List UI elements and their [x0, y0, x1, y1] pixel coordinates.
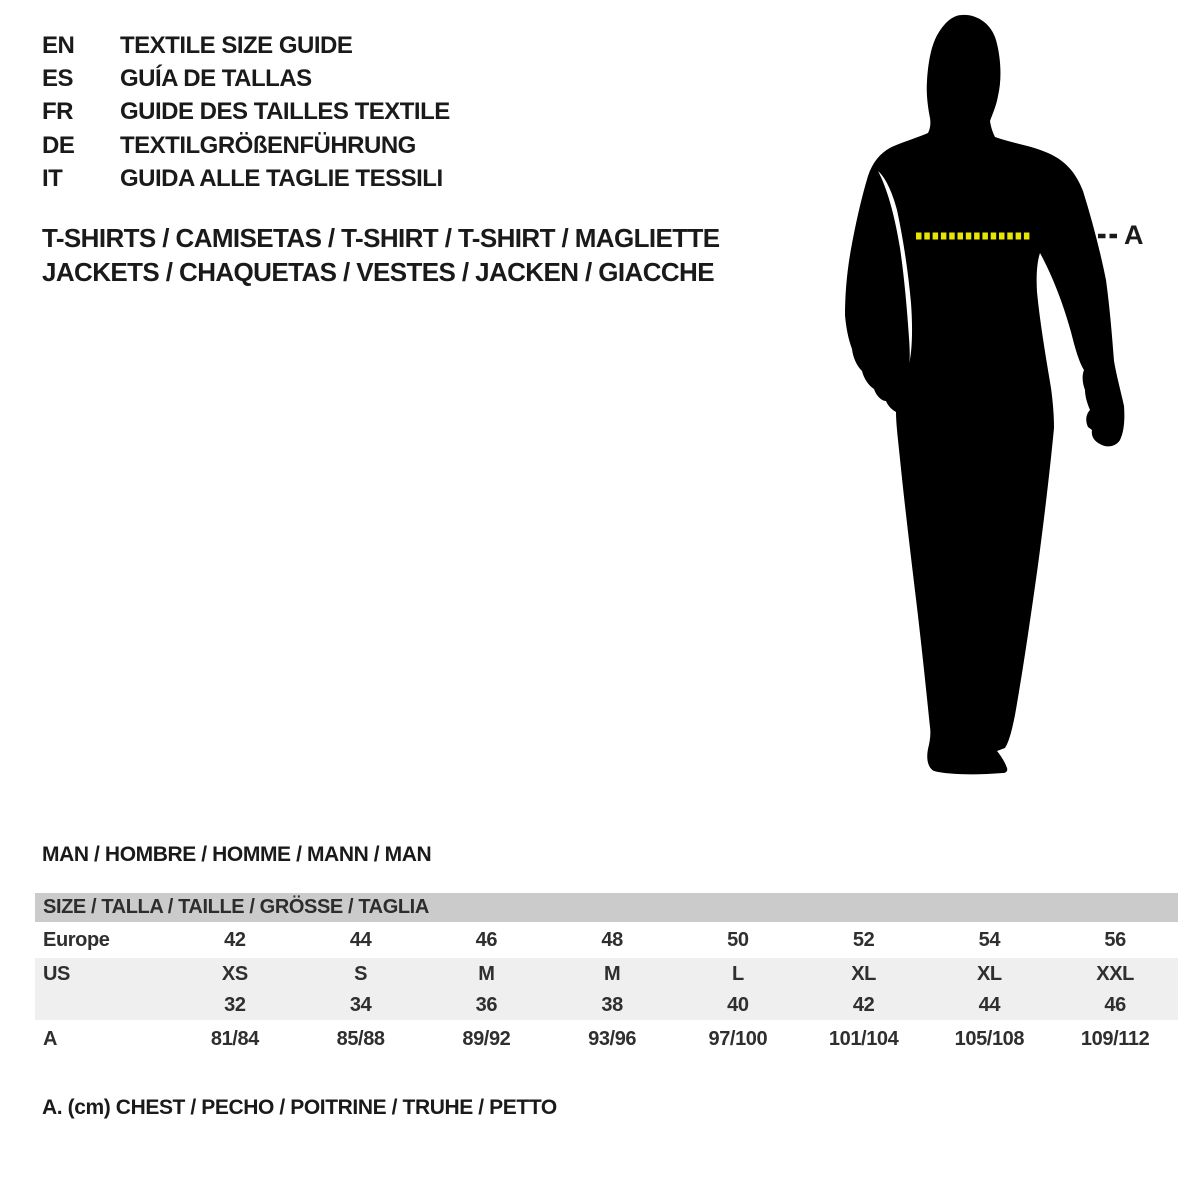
- row-label-a: A: [43, 1027, 58, 1050]
- language-code: IT: [42, 165, 63, 193]
- size-cell: 81/84: [210, 1027, 259, 1050]
- size-cell: XXL: [1096, 962, 1134, 985]
- size-cell: 56: [1104, 928, 1126, 951]
- size-cell: 105/108: [954, 1027, 1025, 1050]
- size-cell: 42: [224, 928, 246, 951]
- language-code: FR: [42, 98, 73, 126]
- measure-label-a: A: [1124, 220, 1144, 250]
- size-cell: 54: [978, 928, 1001, 951]
- size-cell: M: [478, 962, 495, 985]
- size-table-grid: [35, 922, 1178, 1058]
- size-cell: XL: [851, 962, 876, 985]
- table-row-chest-cm: [35, 1020, 1178, 1058]
- language-title-list: [42, 29, 450, 196]
- table-row-numeric: [35, 990, 1178, 1020]
- language-title: GUÍA DE TALLAS: [120, 65, 312, 93]
- size-cell: 89/92: [462, 1027, 511, 1050]
- language-row: [42, 29, 450, 62]
- size-cell: S: [354, 962, 368, 985]
- size-cell: 42: [852, 993, 875, 1016]
- language-code: ES: [42, 65, 74, 93]
- size-cell: 32: [224, 993, 246, 1016]
- table-row-europe: [35, 922, 1178, 958]
- man-figure: [820, 0, 1180, 800]
- language-title: TEXTILGRÖßENFÜHRUNG: [120, 131, 416, 159]
- language-code: EN: [42, 31, 75, 59]
- size-cell: 34: [349, 993, 372, 1016]
- size-cell: XL: [976, 962, 1002, 985]
- size-cell: 38: [601, 993, 623, 1016]
- man-silhouette: [845, 15, 1124, 774]
- size-cell: M: [603, 962, 621, 985]
- size-table: [35, 893, 1178, 1058]
- size-cell: 93/96: [588, 1027, 637, 1050]
- gender-heading: MAN / HOMBRE / HOMME / MANN / MAN: [42, 843, 432, 866]
- size-cell: 36: [475, 993, 498, 1016]
- size-cell: 97/100: [708, 1027, 768, 1050]
- category-line-jackets: JACKETS / CHAQUETAS / VESTES / JACKEN / GIACCHE: [42, 256, 714, 287]
- language-title: GUIDE DES TAILLES TEXTILE: [120, 98, 450, 126]
- row-label-europe: Europe: [43, 928, 110, 951]
- size-cell: XS: [221, 962, 248, 985]
- size-cell: 46: [1104, 993, 1126, 1016]
- size-cell: 44: [978, 993, 1001, 1016]
- size-cell: 50: [727, 928, 749, 951]
- size-cell: 46: [475, 928, 498, 951]
- size-table-header: SIZE / TALLA / TAILLE / GRÖSSE / TAGLIA: [35, 893, 1178, 922]
- row-label-us: US: [43, 962, 70, 985]
- measurement-footnote: A. (cm) CHEST / PECHO / POITRINE / TRUHE / PETTO: [42, 1096, 557, 1119]
- size-cell: 48: [601, 928, 623, 951]
- size-cell: 44: [349, 928, 372, 951]
- row-label-blank: [35, 990, 172, 1020]
- language-row: [42, 163, 450, 196]
- size-cell: 40: [727, 993, 749, 1016]
- size-cell: 109/112: [1080, 1027, 1150, 1050]
- size-cell: 52: [852, 928, 875, 951]
- table-row-us: [35, 958, 1178, 990]
- language-title: GUIDA ALLE TAGLIE TESSILI: [120, 165, 443, 193]
- category-line-tshirts: T-SHIRTS / CAMISETAS / T-SHIRT / T-SHIRT / MAGLIETTE: [42, 223, 720, 253]
- size-cell: L: [731, 962, 744, 985]
- language-row: [42, 96, 450, 129]
- language-row: [42, 129, 450, 162]
- language-code: DE: [42, 131, 75, 159]
- language-row: [42, 62, 450, 95]
- size-cell: 101/104: [828, 1027, 899, 1050]
- language-title: TEXTILE SIZE GUIDE: [120, 31, 353, 59]
- category-lines: [42, 222, 720, 289]
- size-cell: 85/88: [336, 1027, 385, 1050]
